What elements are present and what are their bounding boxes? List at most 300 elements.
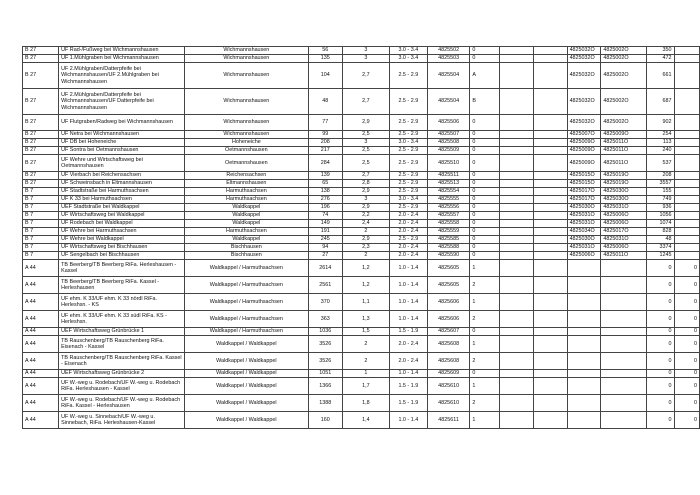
cell-class-range: 2.5 - 2.9 (389, 155, 427, 172)
cell-station-to: 4825017O (601, 228, 646, 236)
cell-empty-1 (499, 89, 533, 115)
table-row (23, 311, 700, 328)
cell-station-from: 4825006O (567, 252, 601, 260)
cell-value: 2,9 (342, 115, 389, 131)
cell-bridge-number: 4825502 (427, 47, 469, 55)
cell-location: Waldkappel (185, 220, 308, 228)
cell-sub-number: 0 (470, 131, 499, 139)
cell-station-from (567, 260, 601, 277)
cell-station-from (567, 277, 601, 294)
cell-value: 2,5 (342, 147, 389, 155)
cell-empty-2 (533, 172, 567, 180)
cell-bridge-number: 4825504 (427, 63, 469, 89)
cell-length: 196 (308, 204, 342, 212)
table-row (23, 204, 700, 212)
cell-sub-number: 0 (470, 115, 499, 131)
cell-location: Waldkappel / Harmuthsachsen (185, 294, 308, 311)
cell-empty-2 (533, 147, 567, 155)
cell-location: Waldkappel (185, 204, 308, 212)
cell-bridge-number: 4825607 (427, 328, 469, 336)
cell-station-from (567, 353, 601, 370)
cell-empty-1 (499, 395, 533, 412)
cell-road: A 44 (23, 260, 59, 277)
cell-length: 99 (308, 131, 342, 139)
cell-location: Hoheneiche (185, 139, 308, 147)
cell-bridge-number: 4825559 (427, 228, 469, 236)
cell-empty-2 (533, 55, 567, 63)
cell-empty-2 (533, 89, 567, 115)
table-row (23, 412, 700, 429)
cell-road: B 27 (23, 131, 59, 139)
cell-location: Waldkappel (185, 236, 308, 244)
cell-location: Reichensachsen (185, 172, 308, 180)
cell-sub-number: A (470, 63, 499, 89)
cell-station-to: 4825002O (601, 115, 646, 131)
table-row (23, 220, 700, 228)
cell-bridge-number: 4825605 (427, 277, 469, 294)
cell-extra (674, 155, 699, 172)
cell-sub-number: 0 (470, 147, 499, 155)
cell-station-to: 4825019O (601, 172, 646, 180)
cell-empty-2 (533, 236, 567, 244)
cell-extra (674, 172, 699, 180)
cell-measure: 48 (646, 236, 674, 244)
cell-location: Harmuthsachsen (185, 188, 308, 196)
cell-measure: 1245 (646, 252, 674, 260)
cell-empty-2 (533, 220, 567, 228)
cell-location: Wichmannshausen (185, 115, 308, 131)
cell-empty-1 (499, 294, 533, 311)
cell-measure: 0 (646, 311, 674, 328)
cell-location: Bischhausen (185, 252, 308, 260)
table-row (23, 115, 700, 131)
cell-empty-1 (499, 204, 533, 212)
cell-empty-1 (499, 63, 533, 89)
cell-extra (674, 55, 699, 63)
cell-value: 1,1 (342, 294, 389, 311)
cell-value: 2,9 (342, 204, 389, 212)
cell-measure: 0 (646, 353, 674, 370)
cell-bridge-number: 4825510 (427, 155, 469, 172)
cell-class-range: 2.5 - 2.9 (389, 188, 427, 196)
cell-sub-number: 1 (470, 260, 499, 277)
cell-extra (674, 139, 699, 147)
cell-road: A 44 (23, 336, 59, 353)
cell-sub-number: 0 (470, 196, 499, 204)
cell-empty-2 (533, 370, 567, 378)
cell-measure: 661 (646, 63, 674, 89)
cell-bridge-name: UF W.-weg u. Sinnebach/UF W.-weg u. Sinnebach, RiFa. Herleshausen-Kassel (59, 412, 185, 429)
cell-station-to (601, 311, 646, 328)
cell-extra (674, 236, 699, 244)
table-row (23, 196, 700, 204)
cell-class-range: 1.0 - 1.4 (389, 370, 427, 378)
cell-value: 3 (342, 196, 389, 204)
cell-station-to (601, 378, 646, 395)
cell-location: Waldkappel / Waldkappel (185, 336, 308, 353)
cell-location: Waldkappel / Waldkappel (185, 395, 308, 412)
cell-station-from: 4825007O (567, 131, 601, 139)
cell-bridge-number: 4825506 (427, 115, 469, 131)
cell-bridge-number: 4825590 (427, 252, 469, 260)
cell-measure: 350 (646, 47, 674, 55)
cell-class-range: 2.0 - 2.4 (389, 220, 427, 228)
cell-station-to: 4825002O (601, 63, 646, 89)
cell-value: 3 (342, 55, 389, 63)
cell-value: 2 (342, 228, 389, 236)
cell-empty-2 (533, 47, 567, 55)
cell-station-from: 4825030O (567, 236, 601, 244)
cell-sub-number: 0 (470, 244, 499, 252)
cell-empty-1 (499, 244, 533, 252)
cell-road: B 27 (23, 115, 59, 131)
cell-class-range: 1.5 - 1.9 (389, 395, 427, 412)
cell-location: Oetmannshausen (185, 155, 308, 172)
cell-measure: 0 (646, 260, 674, 277)
cell-station-from: 4825009O (567, 139, 601, 147)
cell-measure: 0 (646, 370, 674, 378)
cell-extra (674, 204, 699, 212)
cell-length: 2561 (308, 277, 342, 294)
cell-road: B 27 (23, 180, 59, 188)
cell-value: 2 (342, 336, 389, 353)
cell-empty-2 (533, 252, 567, 260)
cell-location: Waldkappel / Waldkappel (185, 370, 308, 378)
cell-empty-2 (533, 294, 567, 311)
cell-station-from: 4825031O (567, 244, 601, 252)
cell-bridge-name: TB Beerberg/TB Beerberg RiFa. Kassel - Herleshausen (59, 277, 185, 294)
cell-empty-2 (533, 378, 567, 395)
cell-measure: 1074 (646, 220, 674, 228)
cell-location: Wichmannshausen (185, 89, 308, 115)
cell-station-to (601, 395, 646, 412)
cell-measure: 3374 (646, 244, 674, 252)
cell-empty-2 (533, 311, 567, 328)
cell-station-from (567, 328, 601, 336)
cell-extra: 0 (674, 353, 699, 370)
cell-measure: 0 (646, 336, 674, 353)
cell-empty-1 (499, 260, 533, 277)
cell-extra (674, 244, 699, 252)
cell-station-to: 4825019O (601, 180, 646, 188)
cell-empty-2 (533, 212, 567, 220)
cell-road: B 7 (23, 220, 59, 228)
cell-extra: 0 (674, 378, 699, 395)
cell-bridge-name: UF W.-weg u. Rodebach/UF W.-weg u. Rodebach RiFa. Herleshausen - Kassel (59, 378, 185, 395)
cell-value: 3 (342, 47, 389, 55)
cell-sub-number: 0 (470, 236, 499, 244)
cell-road: B 27 (23, 89, 59, 115)
cell-class-range: 2.0 - 2.4 (389, 353, 427, 370)
cell-bridge-number: 4825606 (427, 311, 469, 328)
cell-measure: 0 (646, 378, 674, 395)
cell-empty-1 (499, 180, 533, 188)
cell-station-from: 4825031O (567, 220, 601, 228)
cell-measure: 749 (646, 196, 674, 204)
cell-station-from (567, 336, 601, 353)
cell-measure: 936 (646, 204, 674, 212)
cell-station-to: 4825031O (601, 236, 646, 244)
cell-class-range: 1.5 - 1.9 (389, 328, 427, 336)
cell-measure: 254 (646, 131, 674, 139)
cell-empty-2 (533, 277, 567, 294)
cell-empty-2 (533, 204, 567, 212)
cell-empty-2 (533, 328, 567, 336)
cell-sub-number: 2 (470, 353, 499, 370)
cell-class-range: 2.5 - 2.9 (389, 131, 427, 139)
table-row (23, 89, 700, 115)
cell-bridge-number: 4825588 (427, 244, 469, 252)
cell-station-to (601, 412, 646, 429)
cell-extra (674, 212, 699, 220)
cell-measure: 537 (646, 155, 674, 172)
cell-bridge-name: UF Wehre bei Waldkappel (59, 236, 185, 244)
table-row (23, 180, 700, 188)
cell-bridge-name: UF Netra bei Wichmannshausen (59, 131, 185, 139)
cell-location: Waldkappel / Harmuthsachsen (185, 277, 308, 294)
cell-extra: 0 (674, 336, 699, 353)
cell-bridge-name: UF Schweinsbach in Eltmannshausen (59, 180, 185, 188)
cell-bridge-name: UEF Wirtschaftsweg Grünbrücke 1 (59, 328, 185, 336)
cell-length: 1366 (308, 378, 342, 395)
cell-empty-1 (499, 370, 533, 378)
cell-sub-number: 0 (470, 180, 499, 188)
table-row (23, 353, 700, 370)
cell-road: B 27 (23, 147, 59, 155)
cell-station-to: 4825009O (601, 131, 646, 139)
cell-extra (674, 252, 699, 260)
cell-sub-number: 0 (470, 139, 499, 147)
cell-location: Harmuthsachsen (185, 228, 308, 236)
cell-measure: 240 (646, 147, 674, 155)
cell-empty-1 (499, 412, 533, 429)
cell-station-to (601, 336, 646, 353)
cell-empty-1 (499, 131, 533, 139)
cell-empty-1 (499, 196, 533, 204)
cell-class-range: 2.5 - 2.9 (389, 172, 427, 180)
cell-bridge-number: 4825556 (427, 204, 469, 212)
cell-bridge-number: 4825509 (427, 147, 469, 155)
cell-station-to (601, 260, 646, 277)
cell-empty-2 (533, 228, 567, 236)
cell-station-from: 4825015O (567, 180, 601, 188)
cell-bridge-number: 4825511 (427, 172, 469, 180)
cell-extra: 0 (674, 395, 699, 412)
cell-road: B 27 (23, 63, 59, 89)
table-row (23, 172, 700, 180)
table-row (23, 336, 700, 353)
table-row (23, 228, 700, 236)
cell-value: 2,7 (342, 172, 389, 180)
cell-class-range: 2.0 - 2.4 (389, 212, 427, 220)
cell-station-to: 4825030O (601, 196, 646, 204)
cell-length: 74 (308, 212, 342, 220)
cell-length: 2614 (308, 260, 342, 277)
cell-empty-2 (533, 353, 567, 370)
table-row (23, 55, 700, 63)
cell-bridge-number: 4825504 (427, 89, 469, 115)
cell-station-to (601, 277, 646, 294)
cell-extra (674, 131, 699, 139)
cell-length: 56 (308, 47, 342, 55)
cell-location: Wichmannshausen (185, 55, 308, 63)
cell-station-to: 4825031O (601, 204, 646, 212)
cell-extra: 0 (674, 260, 699, 277)
cell-station-from: 4825032O (567, 47, 601, 55)
cell-location: Waldkappel / Harmuthsachsen (185, 311, 308, 328)
cell-class-range: 2.0 - 2.4 (389, 244, 427, 252)
cell-station-from (567, 395, 601, 412)
cell-value: 1,5 (342, 328, 389, 336)
cell-extra: 0 (674, 277, 699, 294)
cell-bridge-number: 4825585 (427, 236, 469, 244)
cell-measure: 0 (646, 294, 674, 311)
cell-location: Oetmannshausen (185, 147, 308, 155)
cell-bridge-name: UF Stadtstraße bei Harmuthsachsen (59, 188, 185, 196)
cell-sub-number: 0 (470, 370, 499, 378)
cell-empty-2 (533, 412, 567, 429)
cell-class-range: 1.0 - 1.4 (389, 311, 427, 328)
cell-class-range: 1.0 - 1.4 (389, 277, 427, 294)
cell-class-range: 1.0 - 1.4 (389, 412, 427, 429)
table-row (23, 252, 700, 260)
cell-location: Waldkappel (185, 212, 308, 220)
cell-road: B 27 (23, 55, 59, 63)
cell-class-range: 2.5 - 2.9 (389, 63, 427, 89)
cell-extra (674, 115, 699, 131)
cell-empty-2 (533, 336, 567, 353)
cell-value: 2 (342, 353, 389, 370)
cell-length: 191 (308, 228, 342, 236)
cell-station-to: 4825011O (601, 139, 646, 147)
cell-length: 1388 (308, 395, 342, 412)
cell-road: A 44 (23, 378, 59, 395)
cell-measure: 113 (646, 139, 674, 147)
cell-sub-number: 0 (470, 228, 499, 236)
cell-empty-1 (499, 236, 533, 244)
cell-bridge-name: UF Wehre und Wirtschaftsweg bei Oetmannshausen (59, 155, 185, 172)
cell-bridge-name: UF DB bei Hoheneiche (59, 139, 185, 147)
cell-sub-number: 2 (470, 311, 499, 328)
cell-station-from: 4825034O (567, 228, 601, 236)
cell-station-from: 4825031O (567, 212, 601, 220)
cell-value: 1,2 (342, 260, 389, 277)
cell-bridge-number: 4825555 (427, 196, 469, 204)
cell-sub-number: 0 (470, 188, 499, 196)
cell-value: 2,7 (342, 63, 389, 89)
cell-measure: 0 (646, 395, 674, 412)
cell-empty-2 (533, 115, 567, 131)
cell-empty-2 (533, 139, 567, 147)
table-row (23, 244, 700, 252)
cell-length: 77 (308, 115, 342, 131)
cell-road: B 7 (23, 196, 59, 204)
cell-extra (674, 89, 699, 115)
cell-sub-number: 2 (470, 277, 499, 294)
cell-station-to (601, 353, 646, 370)
cell-value: 2,3 (342, 244, 389, 252)
cell-empty-1 (499, 115, 533, 131)
cell-station-from (567, 412, 601, 429)
cell-location: Waldkappel / Harmuthsachsen (185, 260, 308, 277)
table-row (23, 277, 700, 294)
cell-sub-number: 0 (470, 155, 499, 172)
cell-class-range: 3.0 - 3.4 (389, 139, 427, 147)
cell-station-from: 4825032O (567, 89, 601, 115)
cell-value: 2,9 (342, 188, 389, 196)
table-row (23, 378, 700, 395)
cell-empty-1 (499, 172, 533, 180)
cell-station-to (601, 370, 646, 378)
cell-value: 2,8 (342, 180, 389, 188)
cell-bridge-number: 4825608 (427, 353, 469, 370)
cell-length: 276 (308, 196, 342, 204)
cell-class-range: 2.5 - 2.9 (389, 147, 427, 155)
cell-measure: 0 (646, 277, 674, 294)
cell-bridge-name: TB Beerberg/TB Beerberg RiFa. Herleshausen - Kassel (59, 260, 185, 277)
table-row (23, 147, 700, 155)
cell-location: Waldkappel / Waldkappel (185, 353, 308, 370)
table-row (23, 131, 700, 139)
cell-value: 1,7 (342, 378, 389, 395)
cell-sub-number: 0 (470, 328, 499, 336)
cell-length: 149 (308, 220, 342, 228)
cell-class-range: 1.0 - 1.4 (389, 260, 427, 277)
cell-empty-2 (533, 260, 567, 277)
cell-length: 217 (308, 147, 342, 155)
cell-bridge-name: UF 2.Mühlgraben/Datterpfeife bei Wichmannshausen/UF 2.Mühlgraben bei Wichmannshausen (59, 63, 185, 89)
cell-bridge-name: UF Flutgraben/Radweg bei Wichmannshausen (59, 115, 185, 131)
cell-road: B 27 (23, 155, 59, 172)
cell-extra: 0 (674, 412, 699, 429)
table-row (23, 370, 700, 378)
cell-empty-2 (533, 188, 567, 196)
cell-value: 1,8 (342, 395, 389, 412)
cell-bridge-number: 4825558 (427, 220, 469, 228)
cell-station-from (567, 294, 601, 311)
cell-bridge-number: 4825557 (427, 212, 469, 220)
table-row (23, 260, 700, 277)
cell-bridge-name: UF Rad-/Fußweg bei Wichmannshausen (59, 47, 185, 55)
cell-empty-1 (499, 188, 533, 196)
cell-class-range: 2.0 - 2.4 (389, 336, 427, 353)
cell-empty-1 (499, 155, 533, 172)
cell-sub-number: 0 (470, 172, 499, 180)
cell-length: 104 (308, 63, 342, 89)
cell-bridge-name: UF ehm. K 33/UF ehm. K 33 nördl RiFa. Herleshsn. - KS (59, 294, 185, 311)
cell-bridge-number: 4825503 (427, 55, 469, 63)
cell-length: 3526 (308, 336, 342, 353)
cell-length: 65 (308, 180, 342, 188)
cell-empty-1 (499, 228, 533, 236)
cell-value: 1,2 (342, 277, 389, 294)
cell-sub-number: 1 (470, 336, 499, 353)
cell-length: 363 (308, 311, 342, 328)
cell-class-range: 2.5 - 2.9 (389, 115, 427, 131)
cell-station-to: 4825011O (601, 147, 646, 155)
cell-bridge-number: 4825609 (427, 370, 469, 378)
cell-road: B 27 (23, 172, 59, 180)
cell-empty-2 (533, 63, 567, 89)
cell-bridge-name: UF Wirtschaftsweg bei Waldkappel (59, 212, 185, 220)
cell-empty-1 (499, 277, 533, 294)
cell-bridge-name: UF Sontra bei Oetmannshausen (59, 147, 185, 155)
cell-empty-1 (499, 378, 533, 395)
cell-road: B 7 (23, 244, 59, 252)
cell-class-range: 2.5 - 2.9 (389, 89, 427, 115)
cell-bridge-number: 4825608 (427, 336, 469, 353)
cell-sub-number: 0 (470, 220, 499, 228)
